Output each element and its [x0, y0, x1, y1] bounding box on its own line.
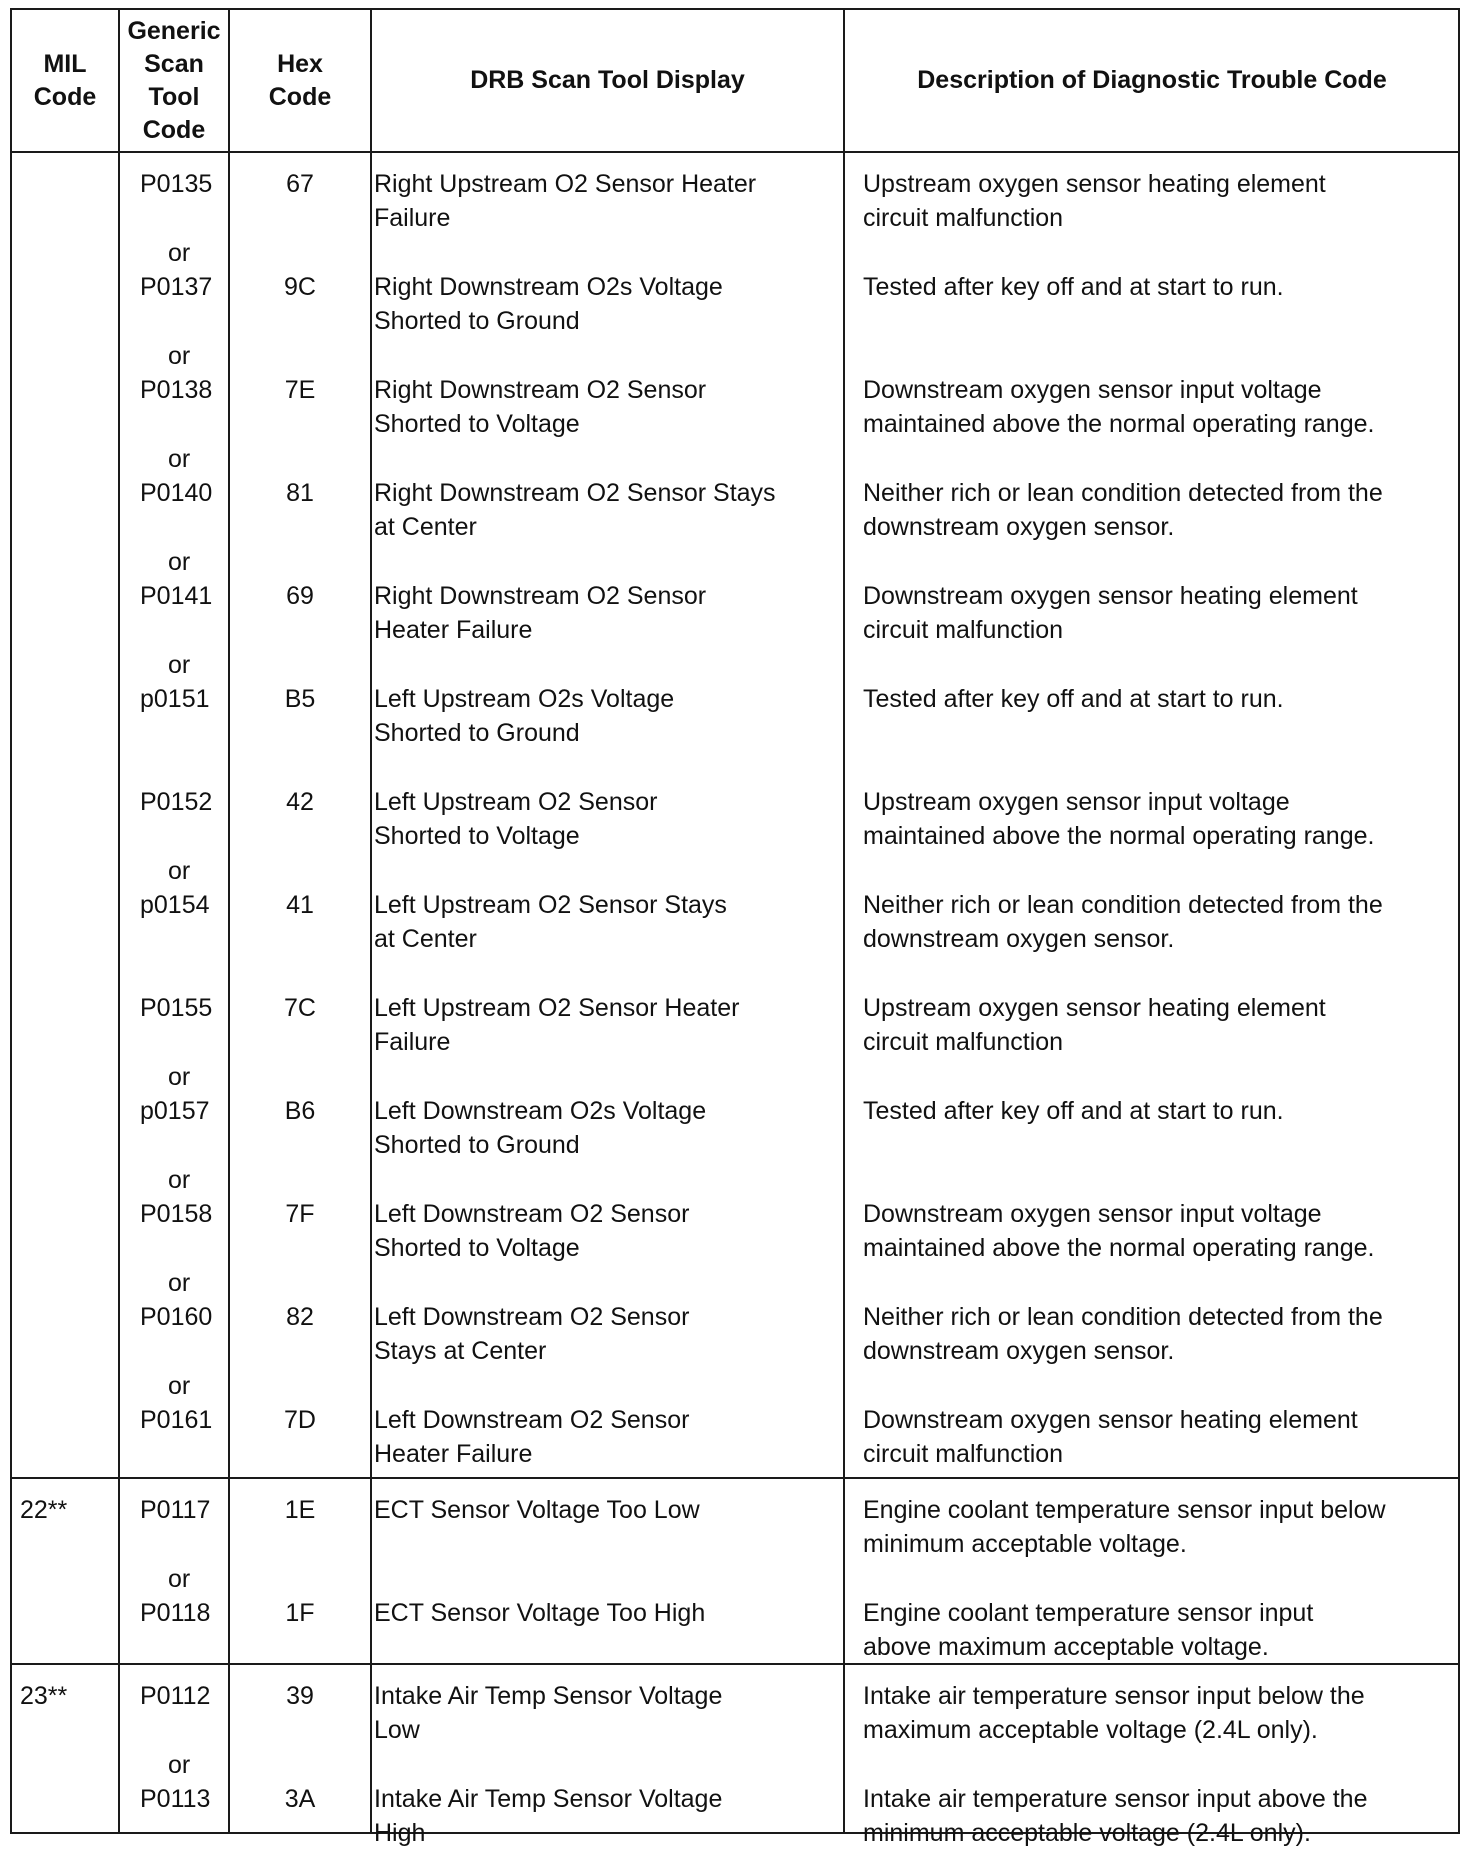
generic-code: P0155	[140, 994, 213, 1022]
generic-code: p0151	[140, 685, 210, 713]
or-connector: or	[168, 548, 191, 576]
hex-code: 7F	[285, 1200, 315, 1228]
drb-display: Right Downstream O2 Sensor Heater Failure	[374, 582, 707, 644]
generic-code: P0113	[140, 1785, 211, 1813]
dtc-description: Upstream oxygen sensor input voltage maintained above the normal operating range.	[863, 788, 1375, 850]
hex-code: 3A	[284, 1785, 316, 1813]
hex-code: 1E	[284, 1496, 316, 1524]
header-hex-code: Hex Code	[268, 49, 332, 111]
generic-code: P0117	[140, 1496, 211, 1524]
generic-code: P0137	[140, 273, 213, 301]
drb-display: Left Upstream O2 Sensor Stays at Center	[374, 891, 727, 953]
hex-code: 67	[286, 170, 314, 198]
dtc-table	[10, 8, 1460, 1847]
hex-code: B5	[284, 685, 316, 713]
or-connector: or	[168, 857, 191, 885]
dtc-description: Upstream oxygen sensor heating element circuit malfunction	[863, 170, 1326, 232]
or-connector: or	[168, 1751, 191, 1779]
or-connector: or	[168, 342, 191, 370]
dtc-description: Tested after key off and at start to run.	[863, 685, 1284, 713]
drb-display: Left Downstream O2s Voltage Shorted to Ground	[374, 1097, 707, 1159]
generic-code: P0135	[140, 170, 213, 198]
column-divider	[843, 10, 845, 1832]
header-mil-code: MIL Code	[33, 49, 97, 111]
generic-code: p0154	[140, 891, 210, 919]
drb-display: ECT Sensor Voltage Too High	[374, 1599, 706, 1627]
header-generic-scan-tool-code: Generic Scan Tool Code	[127, 16, 221, 144]
generic-code: P0112	[140, 1682, 211, 1710]
hex-code: 39	[286, 1682, 314, 1710]
generic-code: P0152	[140, 788, 213, 816]
or-connector: or	[168, 1166, 191, 1194]
dtc-description: Downstream oxygen sensor input voltage maintained above the normal operating range.	[863, 1200, 1375, 1262]
generic-code: P0141	[140, 582, 213, 610]
mil-code: 22**	[20, 1496, 68, 1524]
dtc-description: Upstream oxygen sensor heating element circuit malfunction	[863, 994, 1326, 1056]
hex-code: 1F	[285, 1599, 315, 1627]
or-connector: or	[168, 445, 191, 473]
dtc-description: Tested after key off and at start to run.	[863, 1097, 1284, 1125]
generic-code: p0157	[140, 1097, 210, 1125]
hex-code: 81	[286, 479, 314, 507]
drb-display: Right Downstream O2 Sensor Shorted to Voltage	[374, 376, 707, 438]
generic-code: P0160	[140, 1303, 213, 1331]
hex-code: B6	[284, 1097, 316, 1125]
drb-display: Right Downstream O2 Sensor Stays at Center	[374, 479, 776, 541]
dtc-description: Intake air temperature sensor input above the minimum acceptable voltage (2.4L only).	[863, 1785, 1368, 1847]
drb-display: Left Downstream O2 Sensor Shorted to Voltage	[374, 1200, 690, 1262]
drb-display: Intake Air Temp Sensor Voltage Low	[374, 1682, 723, 1744]
generic-code: P0118	[140, 1599, 211, 1627]
group-divider	[12, 1477, 1458, 1479]
header-drb-display: DRB Scan Tool Display	[470, 66, 745, 94]
hex-code: 42	[286, 788, 314, 816]
or-connector: or	[168, 1269, 191, 1297]
dtc-description: Downstream oxygen sensor input voltage maintained above the normal operating range.	[863, 376, 1375, 438]
hex-code: 69	[286, 582, 314, 610]
mil-code: 23**	[20, 1682, 68, 1710]
or-connector: or	[168, 651, 191, 679]
drb-display: ECT Sensor Voltage Too Low	[374, 1496, 700, 1524]
drb-display: Intake Air Temp Sensor Voltage High	[374, 1785, 723, 1847]
dtc-description: Neither rich or lean condition detected from the downstream oxygen sensor.	[863, 891, 1383, 953]
dtc-description: Intake air temperature sensor input below the maximum acceptable voltage (2.4L only).	[863, 1682, 1365, 1744]
hex-code: 41	[286, 891, 314, 919]
or-connector: or	[168, 1372, 191, 1400]
or-connector: or	[168, 1565, 191, 1593]
column-divider	[228, 10, 230, 1832]
hex-code: 7E	[284, 376, 316, 404]
hex-code: 7C	[284, 994, 316, 1022]
generic-code: P0140	[140, 479, 213, 507]
drb-display: Right Downstream O2s Voltage Shorted to Ground	[374, 273, 723, 335]
dtc-description: Engine coolant temperature sensor input below minimum acceptable voltage.	[863, 1496, 1386, 1558]
header-description: Description of Diagnostic Trouble Code	[917, 66, 1387, 94]
dtc-description: Downstream oxygen sensor heating element circuit malfunction	[863, 582, 1358, 644]
hex-code: 9C	[284, 273, 316, 301]
drb-display: Right Upstream O2 Sensor Heater Failure	[374, 170, 757, 232]
dtc-description: Neither rich or lean condition detected from the downstream oxygen sensor.	[863, 479, 1383, 541]
or-connector: or	[168, 239, 191, 267]
column-divider	[118, 10, 120, 1832]
generic-code: P0161	[140, 1406, 213, 1434]
dtc-description: Downstream oxygen sensor heating element circuit malfunction	[863, 1406, 1358, 1468]
dtc-description: Tested after key off and at start to run.	[863, 273, 1284, 301]
drb-display: Left Upstream O2s Voltage Shorted to Ground	[374, 685, 675, 747]
drb-display: Left Downstream O2 Sensor Heater Failure	[374, 1406, 690, 1468]
or-connector: or	[168, 1063, 191, 1091]
generic-code: P0138	[140, 376, 213, 404]
drb-display: Left Downstream O2 Sensor Stays at Center	[374, 1303, 690, 1365]
dtc-description: Engine coolant temperature sensor input above maximum acceptable voltage.	[863, 1599, 1314, 1661]
hex-code: 7D	[284, 1406, 316, 1434]
column-divider	[370, 10, 372, 1832]
drb-display: Left Upstream O2 Sensor Shorted to Voltage	[374, 788, 658, 850]
generic-code: P0158	[140, 1200, 213, 1228]
drb-display: Left Upstream O2 Sensor Heater Failure	[374, 994, 740, 1056]
hex-code: 82	[286, 1303, 314, 1331]
dtc-description: Neither rich or lean condition detected from the downstream oxygen sensor.	[863, 1303, 1383, 1365]
